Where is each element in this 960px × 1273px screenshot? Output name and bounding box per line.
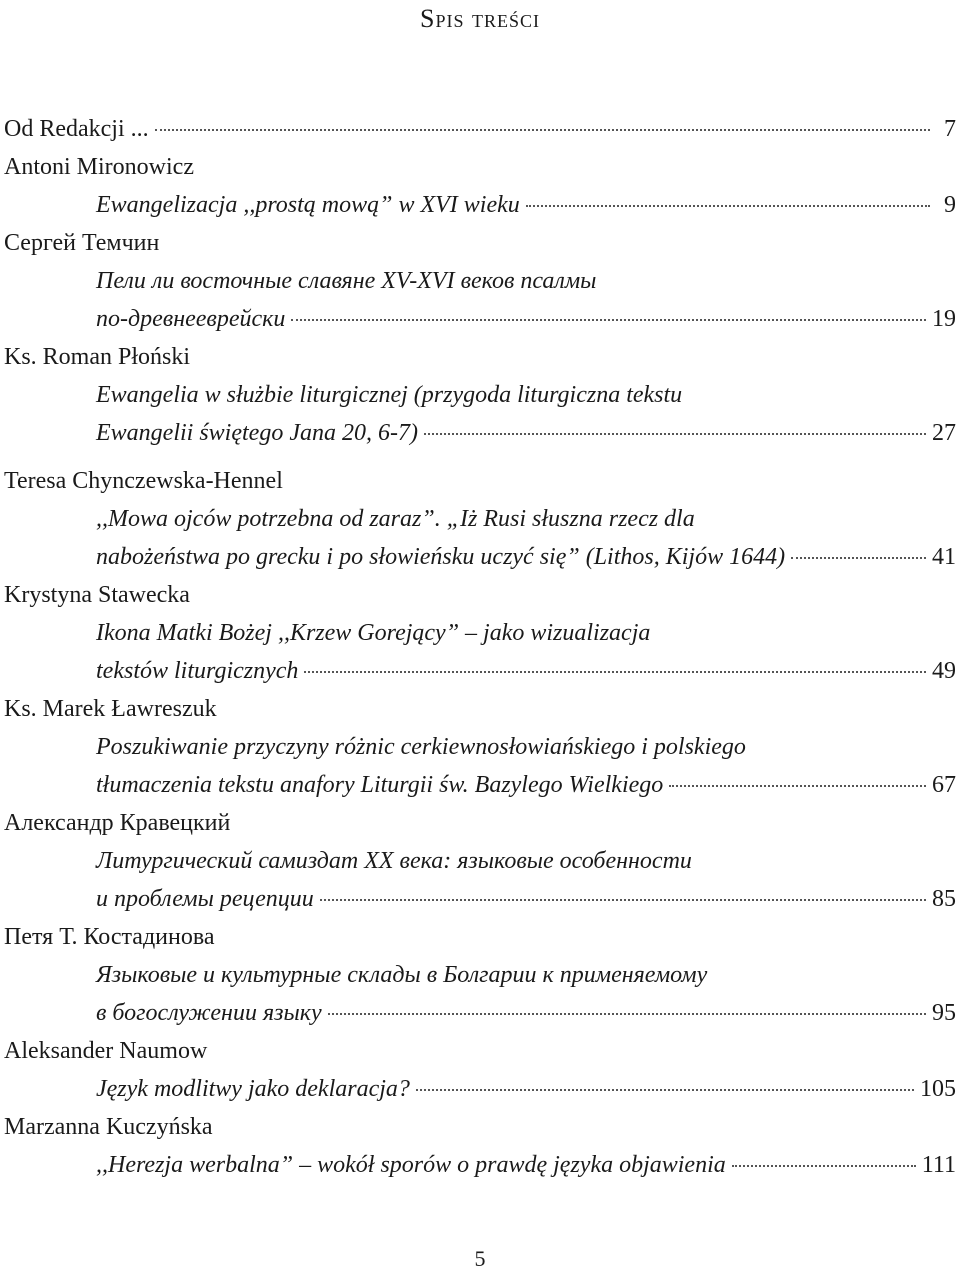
toc-title-line [4, 842, 956, 880]
table-of-contents [4, 110, 956, 1184]
page-number: 27 [932, 420, 956, 446]
toc-entry [4, 1108, 956, 1184]
dot-leader [416, 1089, 914, 1091]
toc-line [4, 1146, 956, 1184]
dot-leader [732, 1165, 916, 1167]
toc-title-line [4, 500, 956, 538]
dot-leader [291, 319, 926, 321]
entry-title-cont: tłumaczenia tekstu anafory Liturgii św. Bazylego Wielkiego [96, 772, 664, 798]
toc-line [4, 994, 956, 1032]
toc-entry [4, 1032, 956, 1108]
entry-author: Marzanna Kuczyńska [4, 1114, 213, 1140]
entry-author: Antoni Mironowicz [4, 154, 194, 180]
page-number: 9 [944, 192, 956, 218]
entry-title: ,,Herezja werbalna” – wokół sporów o prawdę języka objawienia [96, 1152, 726, 1178]
page-number: 85 [932, 886, 956, 912]
toc-line [4, 766, 956, 804]
page-number: 7 [944, 116, 956, 142]
toc-title-line [4, 728, 956, 766]
dot-leader [526, 205, 930, 207]
dot-leader [424, 433, 926, 435]
entry-author: Сергей Темчин [4, 230, 160, 256]
entry-title: Ikona Matki Bożej ,,Krzew Gorejący” – jako wizualizacja [96, 620, 651, 646]
toc-entry [4, 918, 956, 1032]
entry-title: Языковые и культурные склады в Болгарии к применяемому [96, 962, 708, 988]
toc-line [4, 652, 956, 690]
page-number: 41 [932, 544, 956, 570]
dot-leader [328, 1013, 926, 1015]
page-number: 95 [932, 1000, 956, 1026]
page-number: 19 [932, 306, 956, 332]
entry-title: Пели ли восточные славяне XV-XVI веков псалмы [96, 268, 597, 294]
entry-title-cont: Ewangelii świętego Jana 20, 6-7) [96, 420, 418, 446]
entry-title: Poszukiwanie przyczyny różnic cerkiewnosłowiańskiego i polskiego [96, 734, 746, 760]
entry-title-cont: в богослужении языку [96, 1000, 322, 1026]
dot-leader [155, 129, 930, 131]
page-folio: 5 [474, 1246, 486, 1271]
entry-title: ,,Mowa ojców potrzebna od zaraz”. „Iż Rusi słuszna rzecz dla [96, 506, 695, 532]
toc-entry [4, 576, 956, 690]
toc-line [4, 110, 956, 148]
toc-title-line [4, 956, 956, 994]
toc-title-line [4, 376, 956, 414]
page-number: 111 [921, 1152, 956, 1178]
page-number: 49 [932, 658, 956, 684]
toc-title-line [4, 262, 956, 300]
entry-title-cont: tekstów liturgicznych [96, 658, 299, 684]
toc-line [4, 1070, 956, 1108]
toc-entry [4, 690, 956, 804]
page-number: 105 [920, 1076, 956, 1102]
entry-title: Ewangelizacja ,,prostą mową” w XVI wieku [96, 192, 520, 218]
entry-author: Aleksander Naumow [4, 1038, 208, 1064]
entry-author: Teresa Chynczewska-Hennel [4, 468, 283, 494]
toc-entry [4, 148, 956, 224]
toc-heading: Spis treści [420, 4, 540, 33]
entry-author: Александр Кравецкий [4, 810, 231, 836]
toc-line [4, 186, 956, 224]
toc-entry [4, 804, 956, 918]
toc-line [4, 880, 956, 918]
entry-author: Ks. Marek Ławreszuk [4, 696, 217, 722]
dot-leader [791, 557, 926, 559]
dot-leader [320, 899, 926, 901]
entry-author: Ks. Roman Płoński [4, 344, 191, 370]
toc-entry [4, 462, 956, 576]
toc-line [4, 538, 956, 576]
entry-title-cont: по-древнееврейски [96, 306, 286, 332]
toc-title-line [4, 614, 956, 652]
toc-line [4, 300, 956, 338]
entry-label: Od Redakcji ... [4, 116, 149, 142]
entry-title: Język modlitwy jako deklaracja? [96, 1076, 410, 1102]
page-number: 67 [932, 772, 956, 798]
toc-entry [4, 110, 956, 148]
toc-entry [4, 338, 956, 452]
entry-title-cont: и проблемы рецепции [96, 886, 314, 912]
toc-entry [4, 224, 956, 338]
entry-title: Литургический самиздат XX века: языковые особенности [96, 848, 692, 874]
toc-line [4, 414, 956, 452]
dot-leader [304, 671, 926, 673]
entry-title: Ewangelia w służbie liturgicznej (przygoda liturgiczna tekstu [96, 382, 683, 408]
entry-title-cont: nabożeństwa po grecku i po słowieńsku uczyć się” (Lithos, Kijów 1644) [96, 544, 786, 570]
dot-leader [669, 785, 926, 787]
entry-author: Петя Т. Костадинова [4, 924, 215, 950]
entry-author: Krystyna Stawecka [4, 582, 190, 608]
